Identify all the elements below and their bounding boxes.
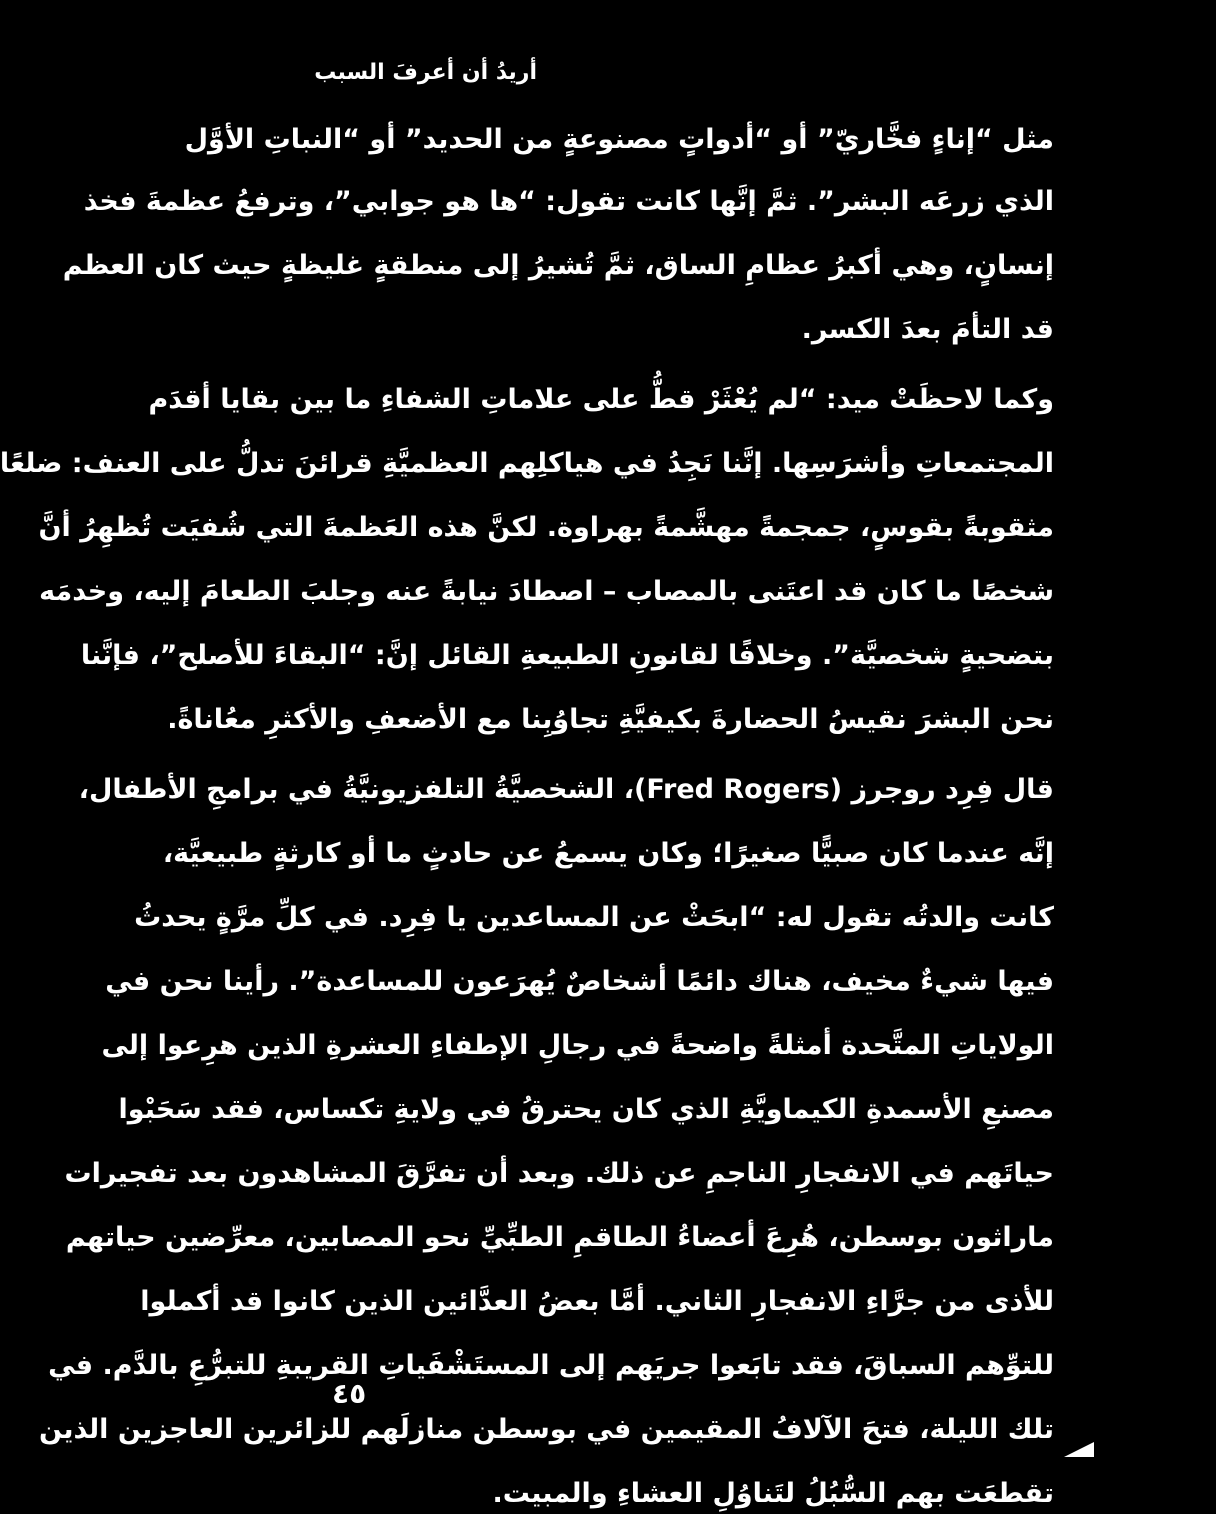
text-line: للأذى من جرَّاءِ الانفجارِ الثاني. أمَّا بعضُ العدَّائين الذين كانوا قد أكملوا — [140, 1286, 1054, 1317]
text-line: الذي زرعَه البشر”. ثمَّ إنَّها كانت تقول: “ها هو جوابي”، وترفعُ عظمةَ فخذ — [83, 186, 1054, 217]
text-line: نحن البشرَ نقيسُ الحضارةَ بكيفيَّةِ تجاوُبِنا مع الأضعفِ والأكثرِ معُاناةً. — [167, 704, 1054, 735]
text-line: شخصًا ما كان قد اعتَنى بالمصاب – اصطادَ نيابةً عنه وجلبَ الطعامَ إليه، وخدمَه — [39, 576, 1054, 607]
text-line: الولاياتِ المتَّحدة أمثلةً واضحةً في رجالِ الإطفاءِ العشرةِ الذين هرِعوا إلى — [101, 1030, 1054, 1061]
triangle-mark-icon — [1064, 1440, 1094, 1458]
text-line: مثقوبةً بقوسٍ، جمجمةً مهشَّمةً بهراوة. لكنَّ هذه العَظمةَ التي شُفيَت تُظهِرُ أنَّ — [38, 512, 1054, 543]
text-line: مصنعِ الأسمدةِ الكيماويَّةِ الذي كان يحترقُ في ولايةِ تكساس، فقد سَحَبْوا — [118, 1094, 1054, 1125]
text-line: إنَّه عندما كان صبيًّا صغيرًا؛ وكان يسمعُ عن حادثٍ ما أو كارثةٍ طبيعيَّة، — [162, 838, 1054, 869]
page-number: ٤٥ — [332, 1377, 367, 1410]
text-line: مثل “إناءٍ فخَّاريّ” أو “أدواتٍ مصنوعةٍ من الحديد” أو “النباتِ الأوَّل — [184, 124, 1054, 155]
text-line: كانت والدتُه تقول له: “ابحَثْ عن المساعدين يا فِرِد. في كلِّ مرَّةٍ يحدثُ — [134, 902, 1054, 933]
text-line: فيها شيءٌ مخيف، هناك دائمًا أشخاصٌ يُهرَعون للمساعدة”. رأينا نحن في — [105, 966, 1054, 997]
text-line: قال فِرِد روجرز (Fred Rogers)، الشخصيَّةُ التلفزيونيَّةُ في برامجِ الأطفال، — [78, 774, 1054, 805]
text-line: تلك الليلة، فتحَ الآلافُ المقيمين في بوسطن منازلَهم للزائرين العاجزين الذين — [39, 1414, 1054, 1445]
text-line: بتضحيةٍ شخصيَّة”. وخلافًا لقانونِ الطبيعةِ القائل إنَّ: “البقاءَ للأصلح”، فإنَّنا — [80, 640, 1054, 671]
text-line: قد التأمَ بعدَ الكسر. — [801, 314, 1054, 345]
running-header: أريدُ أن أعرفَ السبب — [314, 60, 537, 85]
text-line: ماراثون بوسطن، هُرِعَ أعضاءُ الطاقمِ الطبِّيِّ نحو المصابين، معرِّضين حياتهم — [65, 1222, 1054, 1253]
text-line: وكما لاحظَتْ ميد: “لم يُعْثَرْ قطُّ على علاماتِ الشفاءِ ما بين بقايا أقدَم — [148, 384, 1054, 415]
text-line: للتوِّهم السباقَ، فقد تابَعوا جريَهم إلى المستَشْفَياتِ القريبةِ للتبرُّعِ بالدَّم. في — [48, 1350, 1054, 1381]
text-line: حياتَهم في الانفجارِ الناجمِ عن ذلك. وبعد أن تفرَّقَ المشاهدون بعد تفجيرات — [64, 1158, 1054, 1189]
text-line: المجتمعاتِ وأشرَسِها. إنَّنا نَجِدُ في هياكلِهم العظميَّةِ قرائنَ تدلُّ على العنف: ضلعًا — [0, 448, 1054, 479]
text-line: إنسانٍ، وهي أكبرُ عظامِ الساق، ثمَّ تُشيرُ إلى منطقةٍ غليظةٍ حيث كان العظم — [62, 250, 1054, 281]
text-line: تقطعَت بهم السُّبُلُ لتَناوُلِ العشاءِ والمبيت. — [492, 1478, 1054, 1509]
